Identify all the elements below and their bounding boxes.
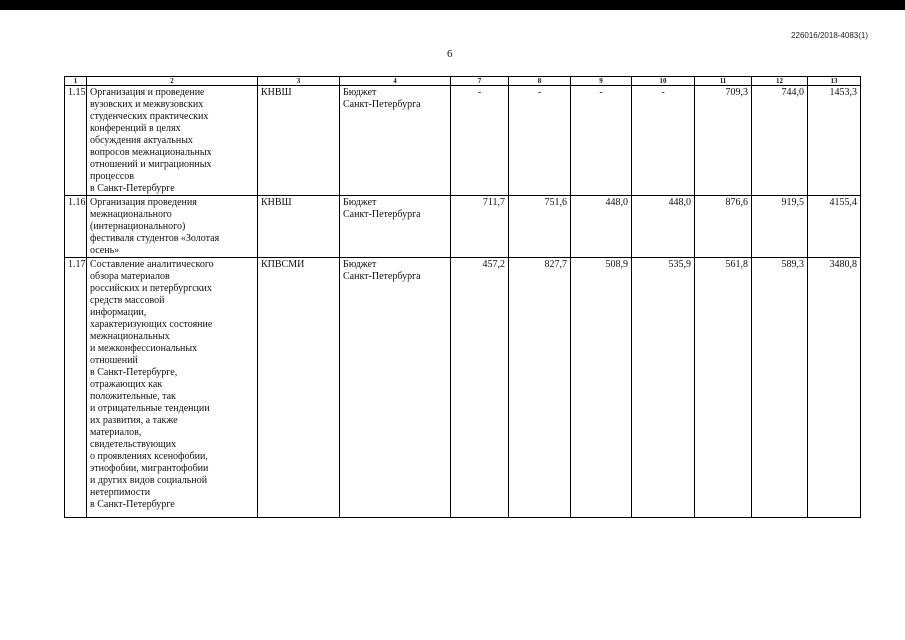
value-cell: 589,3 [752,258,808,518]
value-cell: 448,0 [632,196,695,258]
value-cell: 919,5 [752,196,808,258]
budget-table [64,76,861,518]
row-number: 1.15 [65,86,87,196]
page-number: 6 [447,48,453,60]
value-cell: 711,7 [451,196,509,258]
value-cell: - [571,86,632,196]
executor: КНВШ [258,86,340,196]
document-number: 226016/2018-4083(1) [791,31,868,40]
table-row [65,258,861,518]
executor: КПВСМИ [258,258,340,518]
value-cell: 744,0 [752,86,808,196]
column-header: 3 [258,77,340,86]
table-row [65,86,861,196]
funding-source: Бюджет Санкт-Петербурга [340,86,451,196]
row-number: 1.16 [65,196,87,258]
value-cell: - [632,86,695,196]
value-cell: 3480,8 [808,258,861,518]
column-header: 9 [571,77,632,86]
funding-source: Бюджет Санкт-Петербурга [340,258,451,518]
funding-source: Бюджет Санкт-Петербурга [340,196,451,258]
column-header: 1 [65,77,87,86]
scan-top-edge [0,0,905,10]
column-header: 4 [340,77,451,86]
value-cell: - [451,86,509,196]
value-cell: 457,2 [451,258,509,518]
column-header: 10 [632,77,695,86]
value-cell: 561,8 [695,258,752,518]
column-header: 11 [695,77,752,86]
activity-name: Составление аналитического обзора материалов российских и петербургских средств массовой информации, характеризующих состояние межнациональных и межконфессиональных отношений в Санкт-Петербурге, отражающих как положительные, так и отрицательные тенденции их развития, а также материалов, свидетельствующих о проявлениях ксенофобии, этнофобии, мигрантофобии и других видов социальной нетерпимости в Санкт-Петербурге [87,258,258,518]
activity-name: Организация и проведение вузовских и межвузовских студенческих практических конференций в целях обсуждения актуальных вопросов межнациональных отношений и миграционных процессов в Санкт-Петербурге [87,86,258,196]
value-cell: 876,6 [695,196,752,258]
value-cell: 1453,3 [808,86,861,196]
value-cell: 751,6 [509,196,571,258]
table-row [65,196,861,258]
activity-name: Организация проведения межнационального (интернационального) фестиваля студентов «Золотая осень» [87,196,258,258]
value-cell: 508,9 [571,258,632,518]
column-header: 13 [808,77,861,86]
column-header: 7 [451,77,509,86]
value-cell: 535,9 [632,258,695,518]
value-cell: 4155,4 [808,196,861,258]
column-header: 2 [87,77,258,86]
value-cell: 709,3 [695,86,752,196]
value-cell: 448,0 [571,196,632,258]
column-number-row [65,77,861,86]
value-cell: - [509,86,571,196]
value-cell: 827,7 [509,258,571,518]
column-header: 8 [509,77,571,86]
column-header: 12 [752,77,808,86]
row-number: 1.17 [65,258,87,518]
executor: КНВШ [258,196,340,258]
